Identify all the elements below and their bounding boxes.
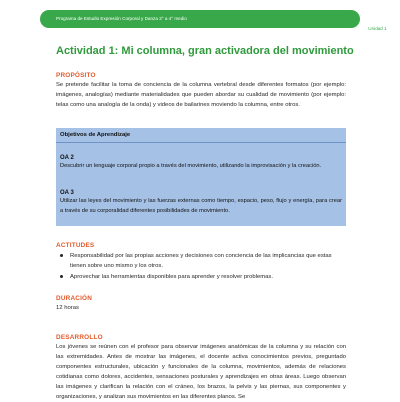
oa3-code: OA 3 [60,190,74,196]
activity-title: Actividad 1: Mi columna, gran activadora del movimiento [56,45,354,57]
program-title: Programa de Estudio Expresión Corporal y Danza 3° a 4° medio [56,16,187,21]
objectives-box [56,128,346,226]
unit-label: Unidad 1 [368,26,387,31]
proposito-heading: PROPÓSITO [56,72,96,79]
proposito-text: Se pretende facilitar la toma de conciencia de la columna vertebral desde diferentes formatos (por ejemplo: imágenes, analogías) mediante materialidades que pueden abordar su cualidad de movimiento (por ejemplo: telas como una analogía de la onda) y videos de bailarines moviendo la columna, entre otros. [56,82,346,108]
objectives-header-row [56,128,346,143]
header-banner [40,10,387,31]
actitudes-heading: ACTITUDES [56,242,95,249]
desarrollo-text: Los jóvenes se reúnen con el profesor para observar imágenes anatómicas de la columna y su relación con las extremidades. Antes de mostrar las imágenes, el docente activa conocimientos previos, preguntado componentes estructurales, ubicación y funcionales de la columna, movimientos, además de relaciones cotidianas como dolores, accidentes, sensaciones posturales y aprendizajes en otras áreas. Luego observan las imágenes y clarifican la relación con el cráneo, los brazos, la pelvis y las piernas, sus componentes y organizaciones, y analizan sus movimientos en las diferentes planos. Se [56,344,346,400]
duracion-text: 12 horas [56,305,79,311]
desarrollo-heading: DESARROLLO [56,334,103,341]
bullet-icon [60,275,63,278]
actitud-text: Responsabilidad por las propias acciones y decisiones con conciencia de las implicancias que estas tienen sobre uno mismo y los otros. [70,253,332,269]
duracion-heading: DURACIÓN [56,295,93,302]
objectives-heading: Objetivos de Aprendizaje [60,132,131,138]
actitud-text: Aprovechar las herramientas disponibles para aprender y resolver problemas. [70,274,274,280]
oa3-text: Utilizar las leyes del movimiento y las fuerzas externas como tiempo, espacio, peso, flujo y energía, para crear a través de su corporalidad diferentes posibilidades de movimiento. [60,198,342,214]
unit-badge [361,23,394,35]
oa2-text: Descubrir un lenguaje corporal propio a través del movimiento, utilizando la improvisación y la creación. [60,163,322,169]
bullet-icon [60,254,63,257]
oa2-code: OA 2 [60,155,74,161]
